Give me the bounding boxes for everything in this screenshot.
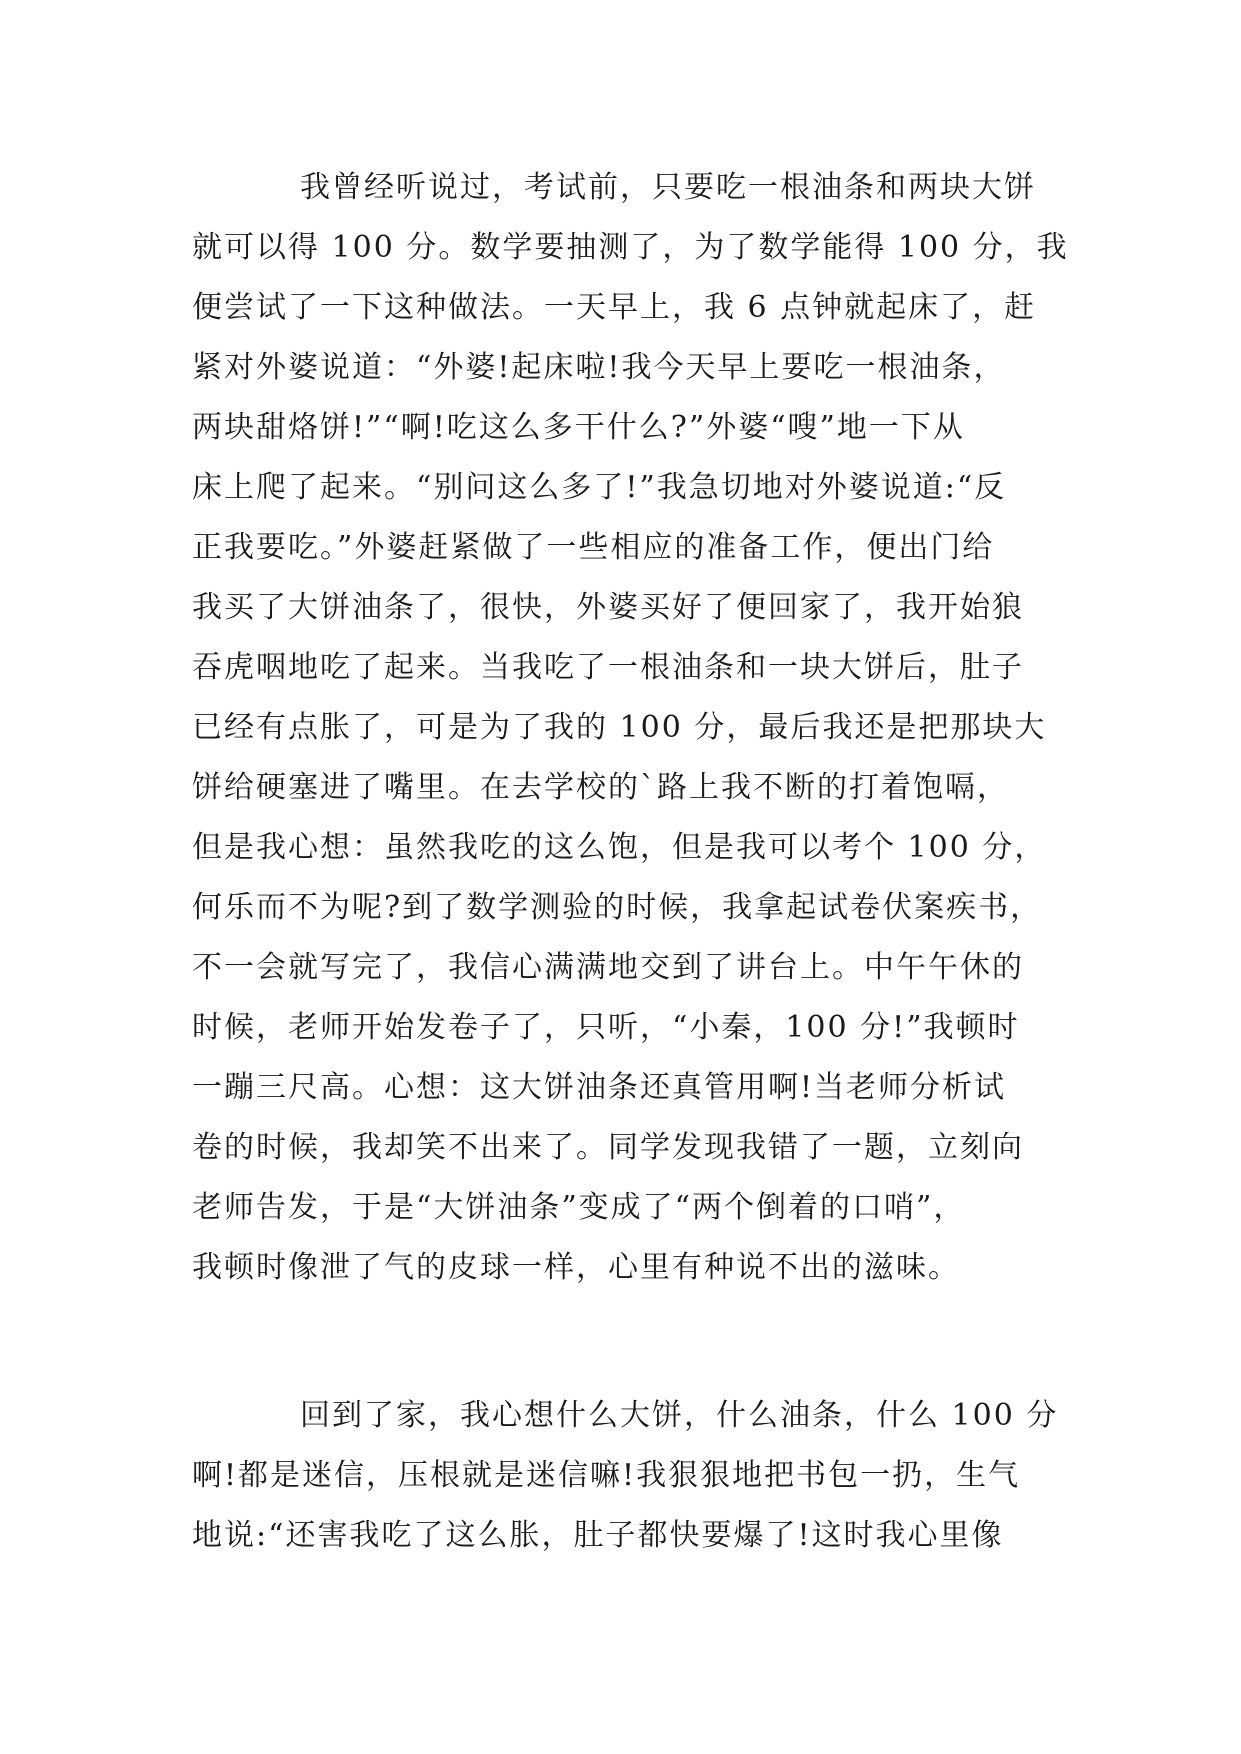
text-line: 时候，老师开始发卷子了，只听，“小秦，100 分!”我顿时 [192, 1010, 1020, 1045]
text-line: 我曾经听说过，考试前，只要吃一根油条和两块大饼 [300, 170, 1036, 205]
text-line: 地说:“还害我吃了这么胀，肚子都快要爆了!这时我心里像 [192, 1518, 1004, 1553]
paragraph-1 [192, 158, 1069, 1298]
paragraph-2 [192, 1386, 1059, 1566]
text-line: 不一会就写完了，我信心满满地交到了讲台上。中午午休的 [192, 950, 1024, 985]
text-line: 吞虎咽地吃了起来。当我吃了一根油条和一块大饼后，肚子 [192, 650, 1024, 685]
text-line: 就可以得 100 分。数学要抽测了，为了数学能得 100 分，我 [192, 230, 1069, 265]
text-line: 我顿时像泄了气的皮球一样，心里有种说不出的滋味。 [192, 1250, 960, 1285]
text-line: 饼给硬塞进了嘴里。在去学校的`路上我不断的打着饱嗝， [192, 770, 1009, 805]
text-line: 但是我心想：虽然我吃的这么饱，但是我可以考个 100 分， [192, 830, 1047, 865]
text-line: 便尝试了一下这种做法。一天早上，我 6 点钟就起床了，赶 [192, 290, 1037, 325]
text-line: 两块甜烙饼!”“啊!吃这么多干什么?”外婆“嗖”地一下从 [192, 410, 965, 445]
text-line: 回到了家，我心想什么大饼，什么油条，什么 100 分 [300, 1398, 1059, 1433]
text-line: 何乐而不为呢?到了数学测验的时候，我拿起试卷伏案疾书， [192, 890, 1043, 925]
text-line: 啊!都是迷信，压根就是迷信嘛!我狠狠地把书包一扔，生气 [192, 1458, 1021, 1493]
text-line: 床上爬了起来。“别问这么多了!”我急切地对外婆说道:“反 [192, 470, 1007, 505]
text-line: 老师告发，于是“大饼油条”变成了“两个倒着的口哨”， [192, 1190, 966, 1225]
text-line: 已经有点胀了，可是为了我的 100 分，最后我还是把那块大 [192, 710, 1047, 745]
text-line: 我买了大饼油条了，很快，外婆买好了便回家了，我开始狼 [192, 590, 1024, 625]
text-line: 卷的时候，我却笑不出来了。同学发现我错了一题，立刻向 [192, 1130, 1024, 1165]
text-line: 正我要吃。”外婆赶紧做了一些相应的准备工作，便出门给 [192, 530, 995, 565]
text-line: 紧对外婆说道：“外婆!起床啦!我今天早上要吃一根油条， [192, 350, 1006, 385]
text-line: 一蹦三尺高。心想：这大饼油条还真管用啊!当老师分析试 [192, 1070, 1007, 1105]
